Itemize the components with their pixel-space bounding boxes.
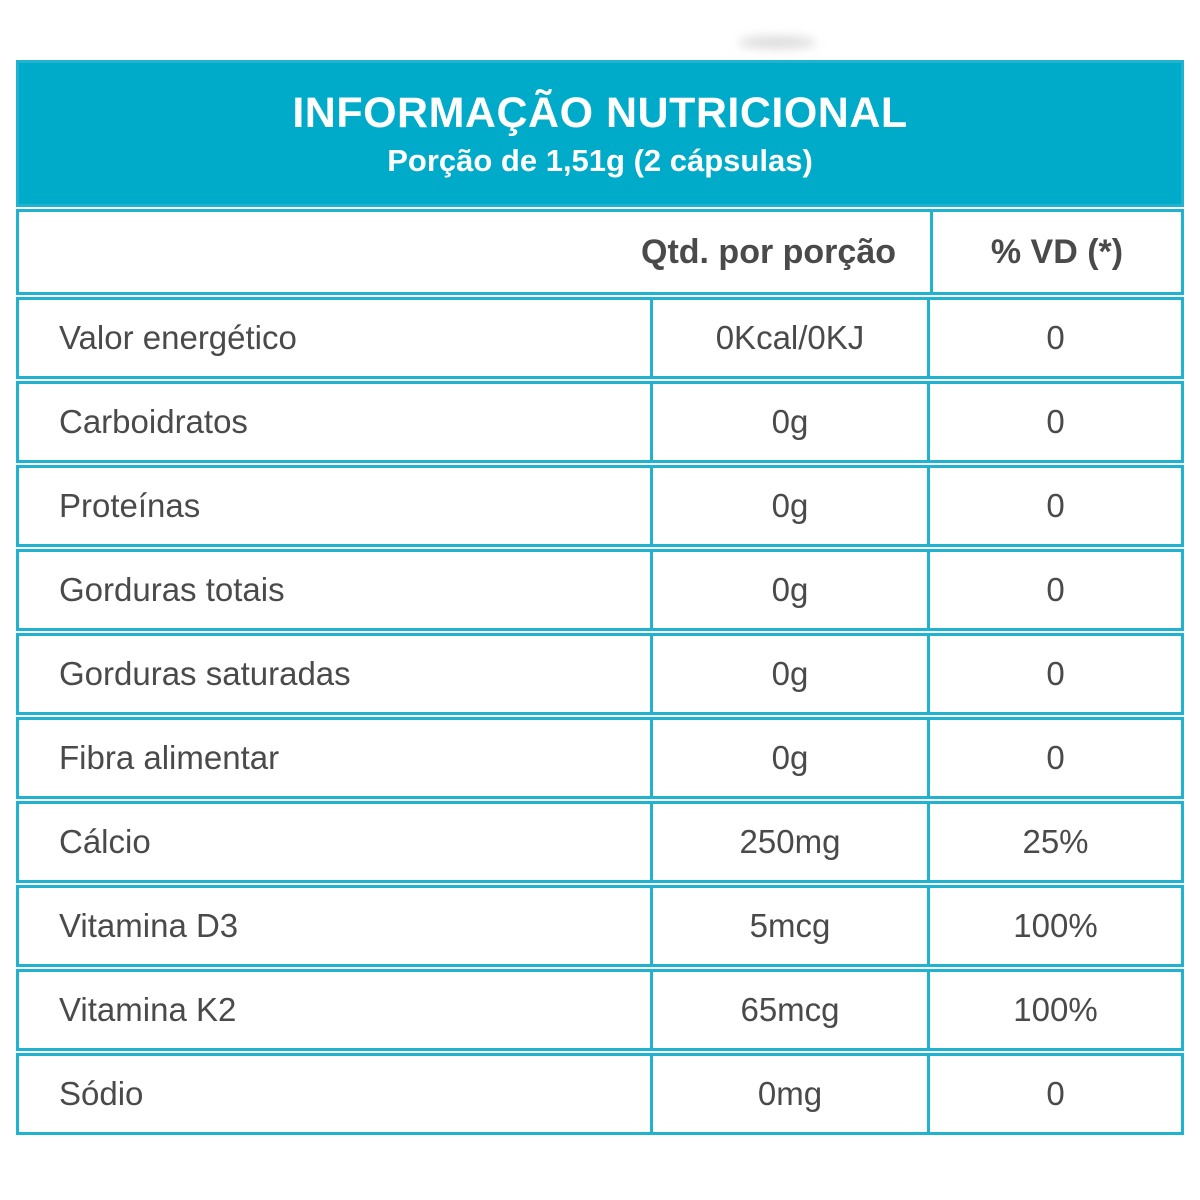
column-header-row <box>16 209 1184 295</box>
row-vd-value: 0 <box>1046 571 1065 608</box>
column-header-qty: Qtd. por porção <box>641 232 896 271</box>
table-row <box>16 633 1184 715</box>
row-qty-value: 0g <box>650 636 930 712</box>
row-qty-value: 0g <box>650 720 930 796</box>
table-row <box>16 885 1184 967</box>
row-label: Cálcio <box>59 823 151 860</box>
table-header-band <box>16 60 1184 207</box>
row-label: Gorduras totais <box>59 571 285 608</box>
table-row <box>16 969 1184 1051</box>
row-vd-value: 0 <box>1046 739 1065 776</box>
table-row <box>16 549 1184 631</box>
row-vd-value: 100% <box>1013 991 1098 1028</box>
row-vd-value: 25% <box>1022 823 1089 860</box>
row-vd-value: 0 <box>1046 487 1065 524</box>
table-row <box>16 717 1184 799</box>
row-label: Vitamina K2 <box>59 991 237 1028</box>
table-row <box>16 465 1184 547</box>
nutrition-facts-table <box>16 60 1184 1135</box>
column-header-vd: % VD (*) <box>930 212 1181 292</box>
row-label: Vitamina D3 <box>59 907 239 944</box>
row-label: Carboidratos <box>59 403 248 440</box>
row-label: Valor energético <box>59 319 297 356</box>
row-vd-value: 0 <box>1046 1075 1065 1112</box>
row-qty-value: 65mcg <box>650 972 930 1048</box>
row-label: Sódio <box>59 1075 144 1112</box>
row-label: Proteínas <box>59 487 201 524</box>
table-row <box>16 1053 1184 1135</box>
row-qty-value: 0g <box>650 552 930 628</box>
row-qty-value: 5mcg <box>650 888 930 964</box>
row-label: Gorduras saturadas <box>59 655 351 692</box>
row-vd-value: 100% <box>1013 907 1098 944</box>
watermark-smudge <box>738 36 816 49</box>
row-qty-value: 0g <box>650 384 930 460</box>
row-qty-value: 0Kcal/0KJ <box>650 300 930 376</box>
row-vd-value: 0 <box>1046 403 1065 440</box>
serving-size-subtitle: Porção de 1,51g (2 cápsulas) <box>387 142 813 178</box>
row-qty-value: 250mg <box>650 804 930 880</box>
row-vd-value: 0 <box>1046 319 1065 356</box>
row-qty-value: 0mg <box>650 1056 930 1132</box>
table-row <box>16 297 1184 379</box>
table-title: INFORMAÇÃO NUTRICIONAL <box>292 88 908 137</box>
table-row <box>16 381 1184 463</box>
row-label: Fibra alimentar <box>59 739 280 776</box>
table-row <box>16 801 1184 883</box>
row-vd-value: 0 <box>1046 655 1065 692</box>
row-qty-value: 0g <box>650 468 930 544</box>
